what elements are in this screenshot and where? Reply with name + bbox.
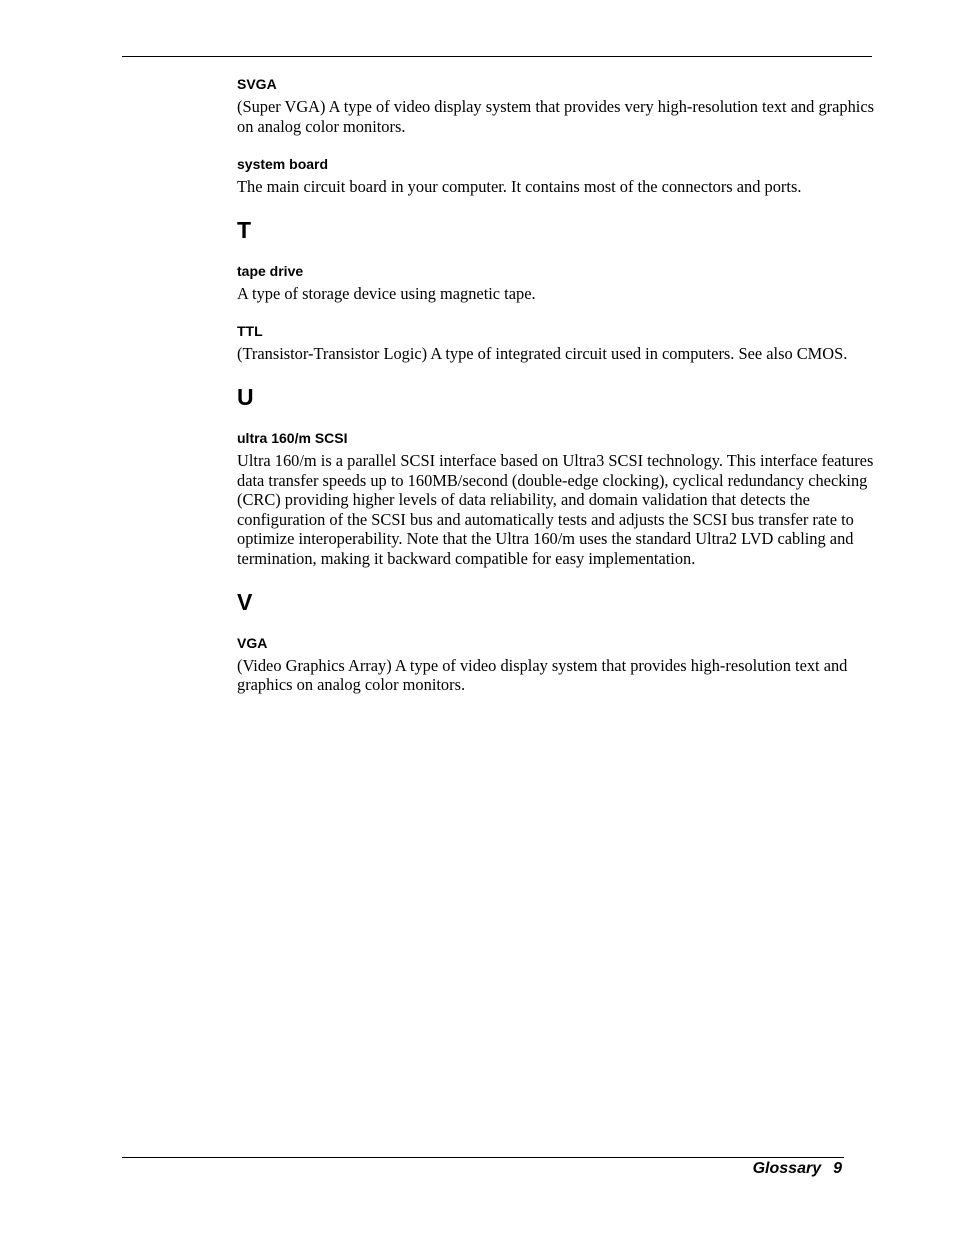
section-letter-heading: U [237, 383, 254, 410]
glossary-entry [237, 76, 877, 136]
glossary-term: TTL [237, 323, 263, 340]
glossary-term: VGA [237, 634, 268, 651]
header-rule [122, 56, 872, 57]
footer-section-name: Glossary [752, 1160, 822, 1177]
section-letter-heading: V [237, 588, 253, 615]
page-number: 9 [833, 1160, 842, 1177]
glossary-entry [237, 430, 877, 569]
glossary-term: tape drive [237, 262, 304, 279]
glossary-definition: (Super VGA) A type of video display system that provides very high-resolution text and graphics on analog color monitors. [237, 97, 875, 136]
glossary-term: SVGA [237, 76, 277, 92]
footer-rule [122, 1157, 844, 1158]
glossary-definition: Ultra 160/m is a parallel SCSI interface based on Ultra3 SCSI technology. This interface features data transfer speeds up to 160MB/second (double-edge clocking), cyclical redundancy checking (CRC) providing higher levels of data reliability, and domain validation that detects the configuration of the SCSI bus and automatically tests and adjusts the SCSI bus transfer rate to optimize interoperability. Note that the Ultra 160/m uses the standard Ultra2 LVD cabling and termination, making it backward compatible for easy implementation. [237, 450, 874, 568]
glossary-entry [237, 635, 877, 695]
glossary-entry [237, 323, 877, 364]
section-letter-heading: T [237, 216, 252, 243]
glossary-definition: (Video Graphics Array) A type of video display system that provides high-resolution text and graphics on analog color monitors. [237, 655, 848, 695]
glossary-term: ultra 160/m SCSI [237, 429, 348, 446]
glossary-definition: The main circuit board in your computer. It contains most of the connectors and ports. [237, 177, 802, 197]
glossary-entry [237, 156, 877, 197]
glossary-entry [237, 263, 877, 304]
glossary-definition: (Transistor-Transistor Logic) A type of integrated circuit used in computers. See also CMOS. [237, 344, 848, 364]
glossary-definition: A type of storage device using magnetic tape. [237, 283, 536, 303]
glossary-term: system board [237, 156, 329, 173]
glossary-content [237, 76, 877, 715]
page-footer [753, 1159, 842, 1179]
